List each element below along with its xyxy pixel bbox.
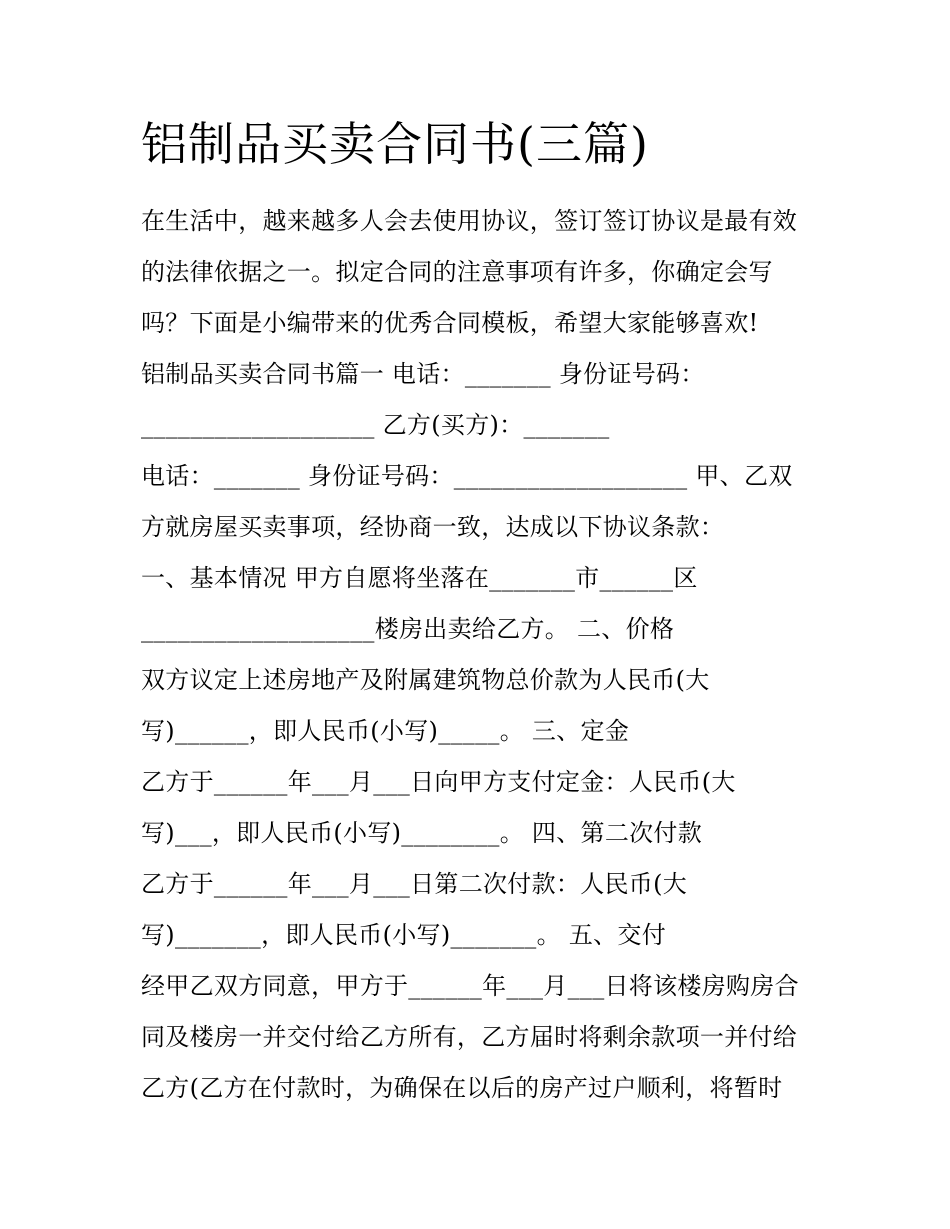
body-line: 写)___，即人民币(小写)________。 四、第二次付款	[141, 819, 703, 847]
document-body	[141, 196, 841, 1114]
body-line: 乙方于______年___月___日向甲方支付定金：人民币(大	[141, 768, 736, 796]
body-line: 电话：_______ 身份证号码：___________________ 甲、乙双	[141, 462, 793, 490]
body-line: 写)_______，即人民币(小写)_______。 五、交付	[141, 921, 667, 949]
body-line: 在生活中，越来越多人会去使用协议，签订签订协议是最有效	[141, 207, 798, 235]
body-line: 吗？下面是小编带来的优秀合同模板，希望大家能够喜欢!	[141, 309, 759, 337]
body-line: 铝制品买卖合同书篇一 电话：_______ 身份证号码：	[141, 360, 705, 388]
body-line: 方就房屋买卖事项，经协商一致，达成以下协议条款：	[141, 513, 725, 541]
body-line: ___________________楼房出卖给乙方。 二、价格	[141, 615, 675, 643]
body-line: 经甲乙双方同意，甲方于______年___月___日将该楼房购房合	[141, 972, 799, 1000]
body-line: 乙方于______年___月___日第二次付款：人民币(大	[141, 870, 688, 898]
body-line: 的法律依据之一。拟定合同的注意事项有许多，你确定会写	[141, 258, 773, 286]
document-title: 铝制品买卖合同书(三篇)	[141, 117, 649, 171]
body-line: 同及楼房一并交付给乙方所有，乙方届时将剩余款项一并付给	[141, 1023, 798, 1051]
body-line: 一、基本情况 甲方自愿将坐落在_______市______区	[141, 564, 698, 592]
body-line: 写)______，即人民币(小写)_____。 三、定金	[141, 717, 630, 745]
body-line: ___________________ 乙方(买方)：_______	[141, 411, 610, 439]
body-line: 双方议定上述房地产及附属建筑物总价款为人民币(大	[141, 666, 710, 694]
body-line: 乙方(乙方在付款时，为确保在以后的房产过户顺利，将暂时	[141, 1074, 783, 1102]
